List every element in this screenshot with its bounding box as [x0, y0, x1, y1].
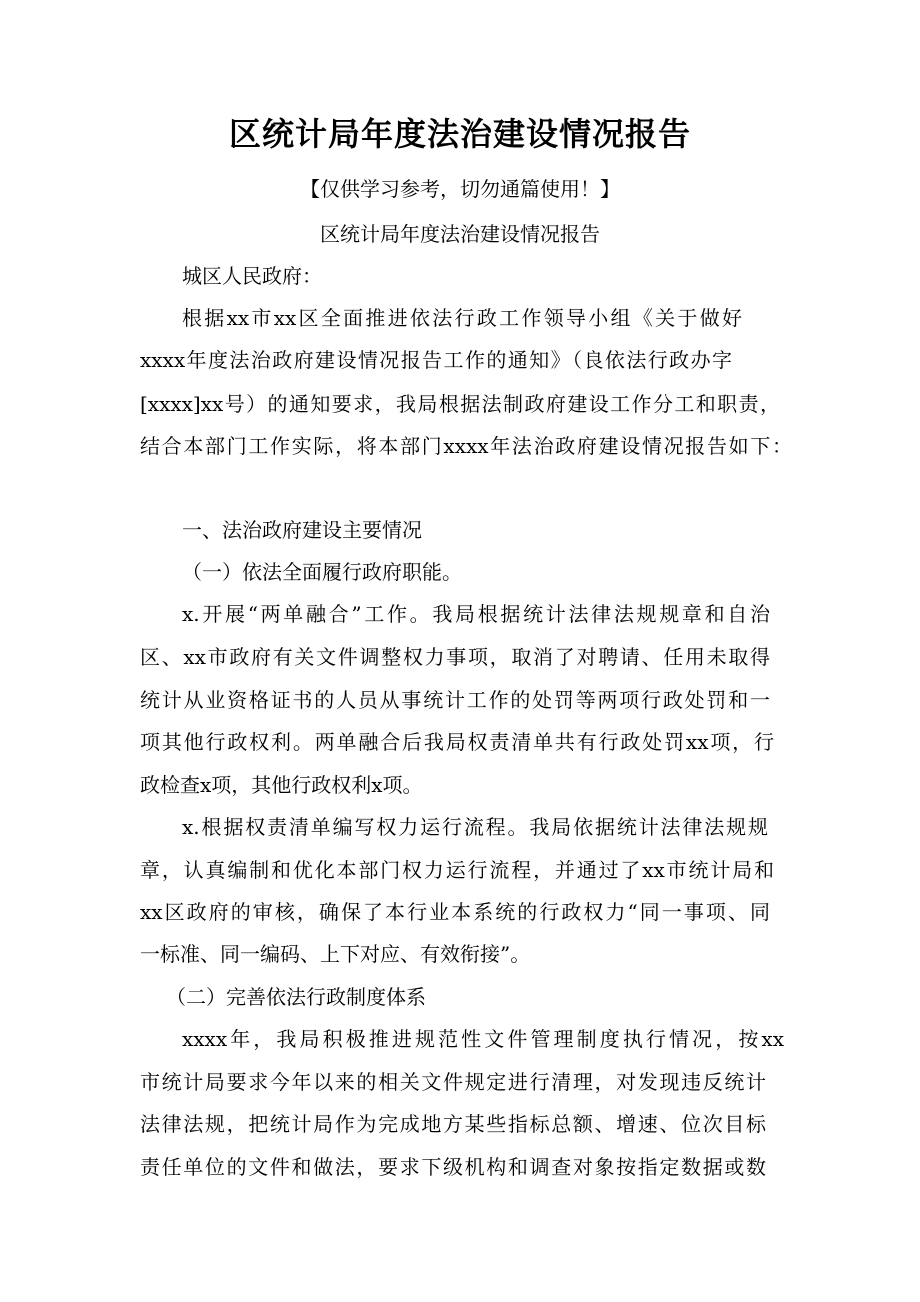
paragraph-line: 法律法规，把统计局作为完成地方某些指标总额、增速、位次目标 [140, 1112, 766, 1136]
paragraph-line: 项其他行政权利。两单融合后我局权责清单共有行政处罚xx项，行 [140, 730, 774, 754]
paragraph-line: 责任单位的文件和做法，要求下级机构和调查对象按指定数据或数 [140, 1155, 766, 1179]
subsection-heading: （二）完善依法行政制度体系 [166, 985, 426, 1009]
paragraph-line: 市统计局要求今年以来的相关文件规定进行清理，对发现违反统计 [140, 1070, 766, 1094]
usage-notice: 【仅供学习参考，切勿通篇使用！】 [300, 177, 620, 201]
paragraph-line: xx区政府的审核，确保了本行业本系统的行政权力“同一事项、同 [140, 900, 770, 924]
paragraph-line: 统计从业资格证书的人员从事统计工作的处罚等两项行政处罚和一 [140, 688, 770, 712]
intro-line: [xxxx]xx号）的通知要求，我局根据法制政府建设工作分工和职责， [140, 392, 780, 416]
paragraph-line: x.根据权责清单编写权力运行流程。我局依据统计法律法规规 [182, 815, 768, 839]
paragraph-line: 政检查x项，其他行政权利x项。 [140, 773, 423, 797]
paragraph-line: 章，认真编制和优化本部门权力运行流程，并通过了xx市统计局和 [140, 858, 774, 882]
paragraph-line: 区、xx市政府有关文件调整权力事项，取消了对聘请、任用未取得 [140, 645, 770, 669]
subsection-heading: （一）依法全面履行政府职能。 [182, 560, 462, 584]
paragraph-line: x.开展“两单融合”工作。我局根据统计法律法规规章和自治 [182, 602, 770, 626]
intro-line: 结合本部门工作实际，将本部门xxxx年法治政府建设情况报告如下： [140, 434, 792, 458]
document-subtitle: 区统计局年度法治建设情况报告 [320, 222, 600, 246]
section-heading: 一、法治政府建设主要情况 [182, 518, 422, 542]
paragraph-line: xxxx年，我局积极推进规范性文件管理制度执行情况，按xx [182, 1027, 784, 1051]
paragraph-line: 一标准、同一编码、上下对应、有效衔接”。 [140, 942, 531, 966]
document-title: 区统计局年度法治建设情况报告 [228, 115, 691, 153]
intro-line: xxxx年度法治政府建设情况报告工作的通知》（良依法行政办字 [140, 348, 732, 372]
intro-line: 根据xx市xx区全面推进依法行政工作领导小组《关于做好 [182, 306, 742, 330]
addressee: 城区人民政府： [182, 264, 322, 288]
